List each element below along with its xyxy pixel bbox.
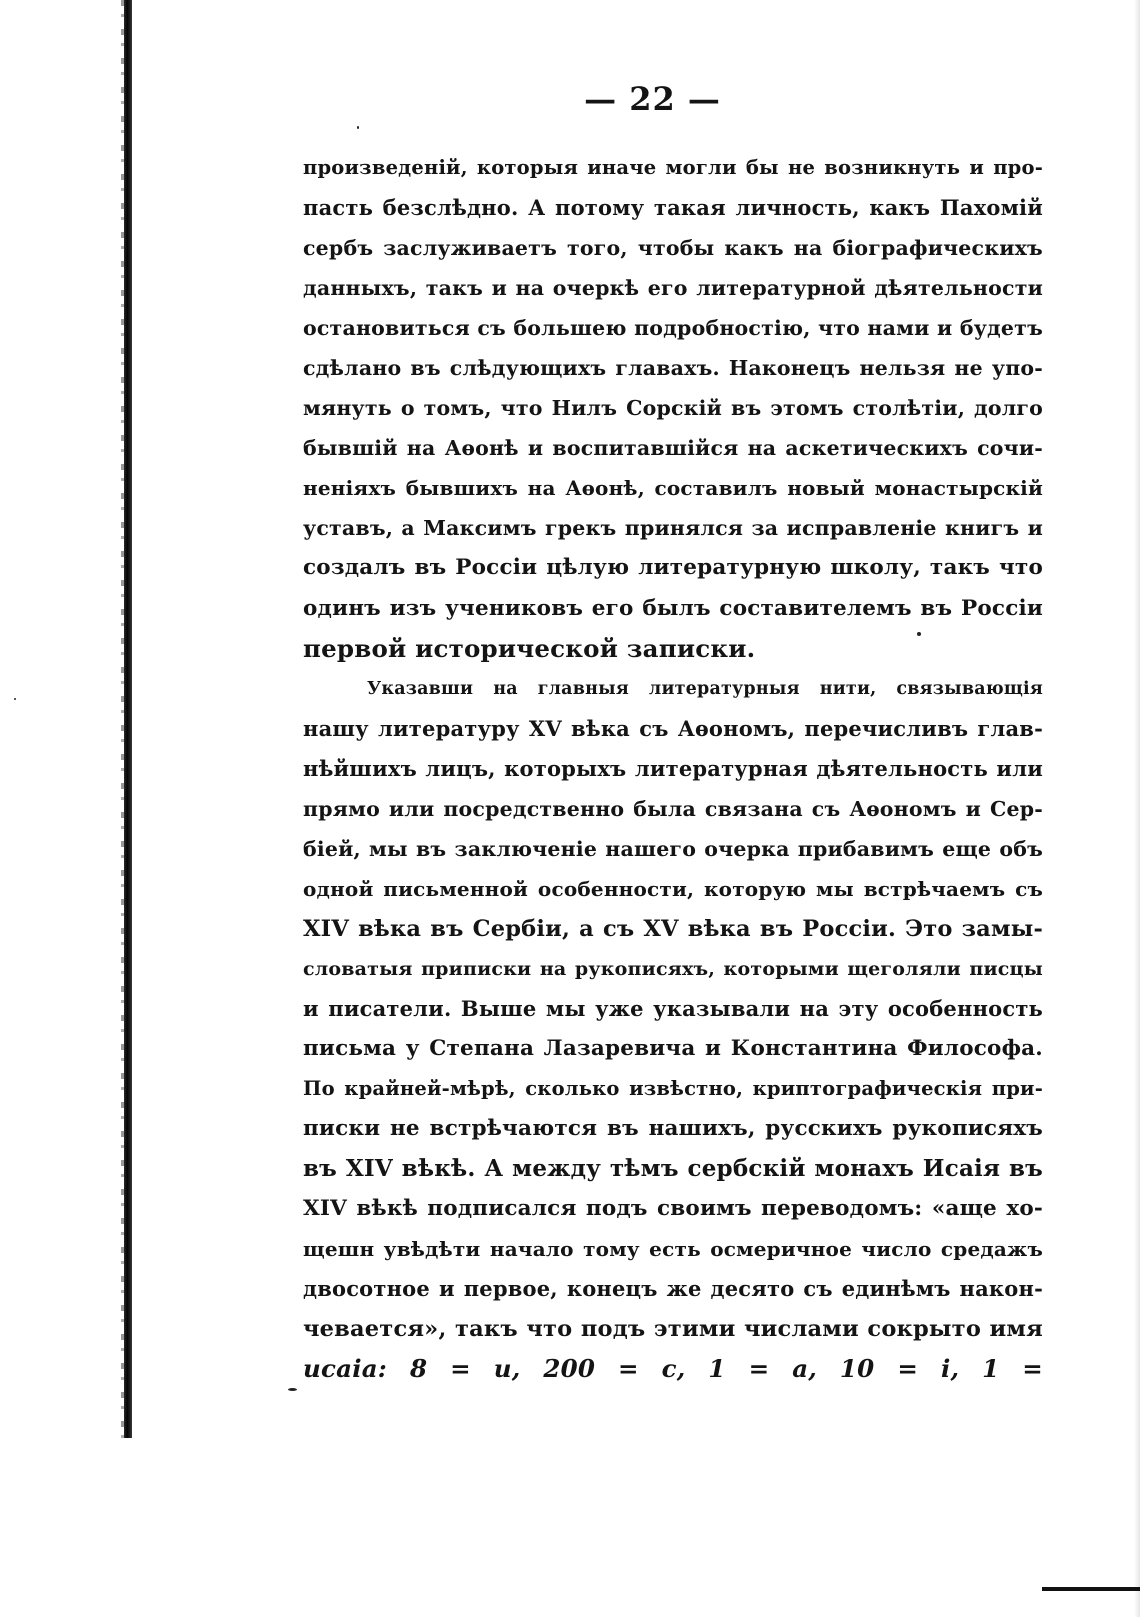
text-line: исаіа: 8 = и, 200 = с, 1 = а, 10 = і, 1 =	[303, 1354, 1043, 1384]
text-line: пасть безслѣдно. А потому такая личность, какъ Пахомій	[303, 195, 1043, 221]
text-line: одинъ изъ учениковъ его былъ составителемъ въ Россіи	[303, 595, 1043, 621]
text-line: бывшій на Аѳонѣ и воспитавшійся на аскетическихъ сочи-	[303, 436, 1043, 461]
text-line: Указавши на главныя литературныя нити, связывающія	[367, 678, 1043, 699]
text-line: чевается», такъ что подъ этими числами сокрыто имя	[303, 1316, 1043, 1343]
text-line: данныхъ, такъ и на очеркѣ его литературной дѣятельности	[303, 276, 1043, 301]
text-line: нѣйшихъ лицъ, которыхъ литературная дѣятельность или	[303, 755, 1043, 781]
paragraph-1	[303, 148, 1043, 669]
text-line: письма у Степана Лазаревича и Константина Философа.	[303, 1036, 1043, 1062]
text-line: уставъ, а Максимъ грекъ принялся за исправленіе книгъ и	[303, 516, 1043, 541]
text-line: словатыя приписки на рукописяхъ, которыми щеголяли писцы	[303, 957, 1043, 980]
text-line: XIV вѣкѣ подписался подъ своимъ переводомъ: «аще хо-	[303, 1196, 1043, 1222]
text-line: двосотное и первое, конецъ же десято съ единѣмъ након-	[303, 1276, 1043, 1302]
text-line: XIV вѣка въ Сербіи, а съ XV вѣка въ Россіи. Это замы-	[303, 915, 1043, 942]
text-line: неніяхъ бывшихъ на Аѳонѣ, составилъ новый монастырскій	[303, 476, 1043, 501]
text-line: въ XIV вѣкѣ. А между тѣмъ сербскій монахъ Исаія въ	[303, 1155, 1043, 1183]
page-number: — 22 —	[584, 80, 721, 118]
text-line: мянуть о томъ, что Нилъ Сорскій въ этомъ столѣтіи, долго	[303, 396, 1043, 421]
text-line: щешн увѣдѣти начало тому есть осмеричное число средажъ	[303, 1237, 1043, 1262]
print-speck	[288, 1388, 297, 1391]
text-line: первой исторической записки.	[303, 633, 756, 663]
text-line: По крайней-мѣрѣ, сколько извѣстно, криптографическія при-	[303, 1077, 1043, 1101]
book-binding-edge	[124, 0, 132, 1438]
text-line: сдѣлано въ слѣдующихъ главахъ. Наконецъ нельзя не упо-	[303, 356, 1043, 381]
text-line: произведеній, которыя иначе могли бы не возникнуть и про-	[303, 156, 1043, 179]
text-line: одной письменной особенности, которую мы встрѣчаемъ съ	[303, 876, 1043, 901]
print-speck	[357, 126, 359, 129]
text-line: сербъ заслуживаетъ того, чтобы какъ на біографическихъ	[303, 236, 1043, 261]
text-line: нашу литературу XV вѣка съ Аѳономъ, перечисливъ глав-	[303, 715, 1043, 741]
corner-rule	[1042, 1587, 1140, 1591]
text-line: и писатели. Выше мы уже указывали на эту особенность	[303, 995, 1043, 1021]
page-right-edge	[1134, 0, 1140, 1617]
text-line: біей, мы въ заключеніе нашего очерка прибавимъ еще объ	[303, 836, 1043, 861]
text-line: создалъ въ Россіи цѣлую литературную школу, такъ что	[303, 555, 1043, 581]
paragraph-2	[303, 669, 1043, 1390]
print-speck	[14, 698, 16, 700]
text-line: остановиться съ большею подробностію, что нами и будетъ	[303, 316, 1043, 341]
body-text	[303, 148, 1043, 1389]
text-line: писки не встрѣчаются въ нашихъ, русскихъ рукописяхъ	[303, 1116, 1043, 1142]
text-line: прямо или посредственно была связана съ Аѳономъ и Сер-	[303, 796, 1043, 821]
